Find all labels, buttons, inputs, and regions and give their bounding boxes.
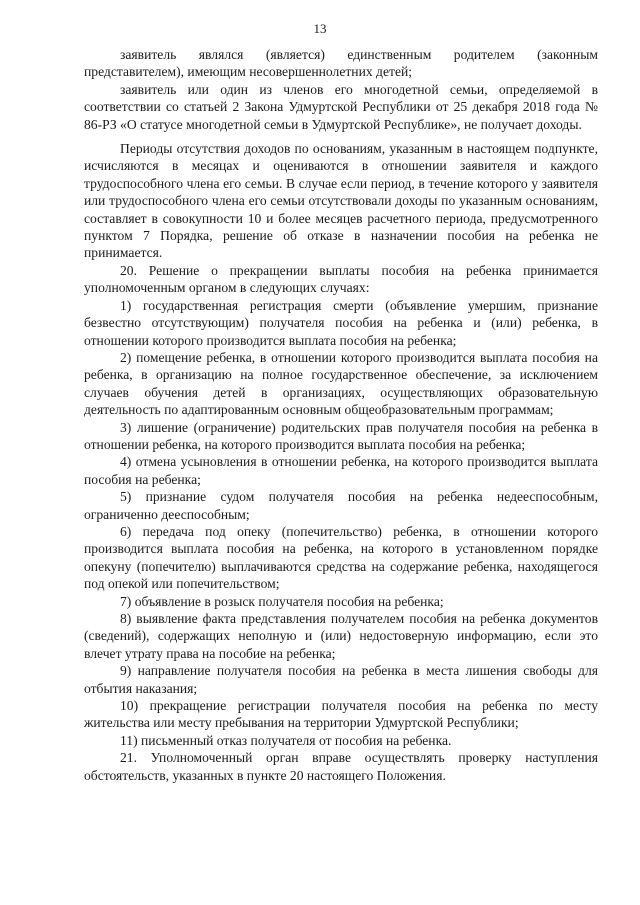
list-item-1: 1) государственная регистрация смерти (объявление умершим, признание безвестно отсутствующим) получателя пособия на ребенка и (или) ребенка, в отношении которого производится выплата пособия на ребенка; — [84, 297, 598, 348]
paragraph-income-absence-periods: Периоды отсутствия доходов по основаниям, указанным в настоящем подпункте, исчисляются в месяцах и оцениваются в отношении заявителя и каждого трудоспособного члена его семьи. В случае если период, в течение которого у заявителя или трудоспособного члена его семьи отсутствовали доходы по указанным основаниям, составляет в совокупности 10 и более месяцев расчетного периода, предусмотренного пунктом 7 Порядка, решение об отказе в назначении пособия на ребенка не принимается. — [84, 141, 598, 261]
paragraph-clause-20: 20. Решение о прекращении выплаты пособия на ребенка принимается уполномоченным органом в следующих случаях: — [84, 262, 598, 296]
list-item-3: 3) лишение (ограничение) родительских прав получателя пособия на ребенка в отношении ребенка, на которого производится выплата пособия на ребенка; — [84, 419, 598, 452]
page-number: 13 — [313, 21, 327, 36]
list-item-7: 7) объявление в розыск получателя пособия на ребенка; — [120, 593, 444, 609]
list-item-8: 8) выявление факта представления получателем пособия на ребенка документов (сведений), содержащих неполную и (или) недостоверную информацию, если это влечет утрату права на пособие на ребенка; — [84, 611, 598, 661]
paragraph-sole-parent: заявитель являлся (является) единственным родителем (законным представителем), имеющим несовершеннолетних детей; — [84, 47, 598, 80]
list-item-11: 11) письменный отказ получателя от пособия на ребенка. — [120, 732, 452, 748]
document-body — [84, 46, 598, 784]
paragraph-clause-21: 21. Уполномоченный орган вправе осуществлять проверку наступления обстоятельств, указанных в пункте 20 настоящего Положения. — [84, 750, 598, 783]
list-item-6: 6) передача под опеку (попечительство) ребенка, в отношении которого производится выплата пособия на ребенка, на которого в установленном порядке опекуну (попечителю) выплачиваются средства на содержание ребенка, находящегося под опекой или попечительством; — [84, 523, 598, 592]
paragraph-large-family: заявитель или один из членов его многодетной семьи, определяемой в соответствии со статьей 2 Закона Удмуртской Республики от 25 декабря 2018 года № 86-РЗ «О статусе многодетной семьи в Удмуртской Республике», не получает доходы. — [84, 81, 598, 132]
list-item-10: 10) прекращение регистрации получателя пособия на ребенка по месту жительства или месту пребывания на территории Удмуртской Республики; — [84, 698, 598, 731]
list-item-5: 5) признание судом получателя пособия на ребенка недееспособным, ограниченно дееспособным; — [84, 489, 598, 522]
list-item-9: 9) направление получателя пособия на ребенка в места лишения свободы для отбытия наказания; — [84, 663, 598, 696]
list-item-4: 4) отмена усыновления в отношении ребенка, на которого производится выплата пособия на ребенка; — [84, 454, 598, 487]
list-item-2: 2) помещение ребенка, в отношении которого производится выплата пособия на ребенка, в организацию на полное государственное обеспечение, за исключением случаев обучения детей в организациях, осуществляющих образовательную деятельность по адаптированным основным общеобразовательным программам; — [84, 349, 598, 418]
